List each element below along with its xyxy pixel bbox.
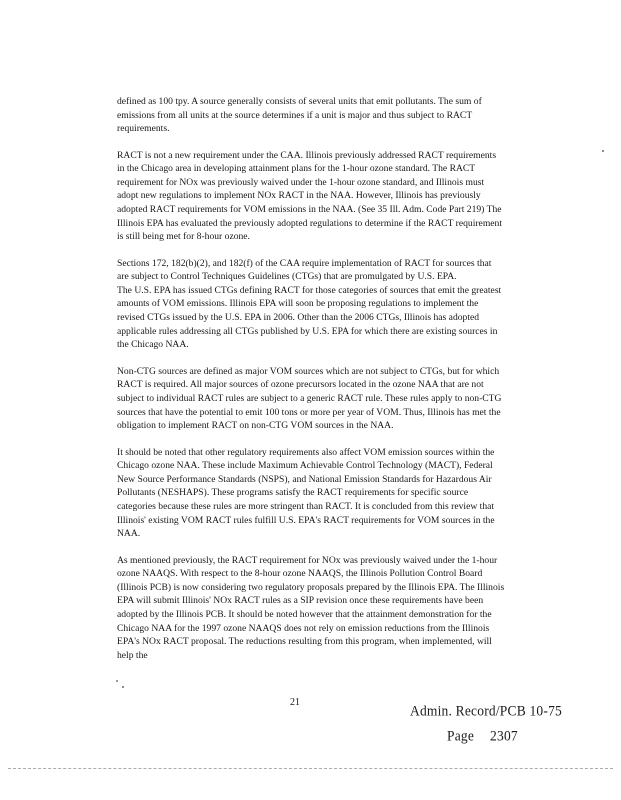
page-number: 21 xyxy=(290,697,300,708)
paragraph-other-requirements: It should be noted that other regulatory requirements also affect VOM emission sources within the Chicago ozone NAA. These include Maximum Achievable Control Technology (MACT), Federal New Source Performance Standards (NSPS), and National Emission Standards for Hazardous Air Pollutants (NESHAPS). These programs satisfy the RACT requirements for specific source categories because these rules are more stringent than RACT. It is concluded from this review that Illinois' existing VOM RACT rules fulfill U.S. EPA's RACT requirements for VOM sources in the NAA. xyxy=(117,446,495,540)
page-stamp-value: 2307 xyxy=(490,727,518,744)
paragraph-ctg-sections: Sections 172, 182(b)(2), and 182(f) of the CAA require implementation of RACT for sources that are subject to Control Techniques Guidelines (CTGs) that are promulgated by U.S. EPA. xyxy=(117,257,492,283)
paragraph-ctg-issued: The U.S. EPA has issued CTGs defining RACT for those categories of sources that emit the greatest amounts of VOM emissions. Illinois EPA will soon be proposing regulations to implement the revised CTGs issued by the U.S. EPA in 2006. Other than the 2006 CTGs, Illinois has adopted applicable rules addressing all CTGs published by U.S. EPA for which there are existing sources in the Chicago NAA. xyxy=(117,284,502,351)
paragraph-ract-history: RACT is not a new requirement under the CAA. Illinois previously addressed RACT requirements in the Chicago area in developing attainment plans for the 1-hour ozone standard. The RACT requirement for NOx was previously waived under the 1-hour ozone standard, and Illinois must adopt new regulations to implement NOx RACT in the NAA. However, Illinois has previously adopted RACT requirements for VOM emissions in the NAA. (See 35 Ill. Adm. Code Part 219) The Illinois EPA has evaluated the previously adopted regulations to determine if the RACT requirement is still being met for 8-hour ozone. xyxy=(117,149,502,243)
admin-record-stamp: Admin. Record/PCB 10-75 xyxy=(410,702,562,719)
paragraph-non-ctg: Non-CTG sources are defined as major VOM sources which are not subject to CTGs, but for which RACT is required. All major sources of ozone precursors located in the ozone NAA that are not subject to individual RACT rules are subject to a generic RACT rule. These rules apply to non-CTG sources that have the potential to emit 100 tons or more per year of VOM. Thus, Illinois has met the obligation to implement RACT on non-CTG VOM sources in the NAA. xyxy=(117,365,502,432)
document-body xyxy=(117,95,505,675)
scan-speck xyxy=(116,680,118,682)
page-stamp xyxy=(447,727,518,745)
paragraph-source-definition: defined as 100 tpy. A source generally consists of several units that emit pollutants. The sum of emissions from all units at the source determines if a unit is major and thus subject to RACT requirements. xyxy=(117,96,482,135)
scan-edge-line xyxy=(8,768,613,770)
page-stamp-label: Page xyxy=(447,727,475,744)
scan-speck xyxy=(602,150,604,152)
paragraph-nox-ract: As mentioned previously, the RACT requirement for NOx was previously waived under the 1-hour ozone NAAQS. With respect to the 8-hour ozone NAAQS, the Illinois Pollution Control Board (Illinois PCB) is now considering two regulatory proposals prepared by the Illinois EPA. The Illinois EPA will submit Illinois' NOx RACT rules as a SIP revision once these requirements have been adopted by the Illinois PCB. It should be noted however that the attainment demonstration for the Chicago NAA for the 1997 ozone NAAQS does not rely on emission reductions from the Illinois EPA's NOx RACT proposal. The reductions resulting from this program, when implemented, will help the xyxy=(117,554,505,661)
scan-speck xyxy=(122,686,124,688)
